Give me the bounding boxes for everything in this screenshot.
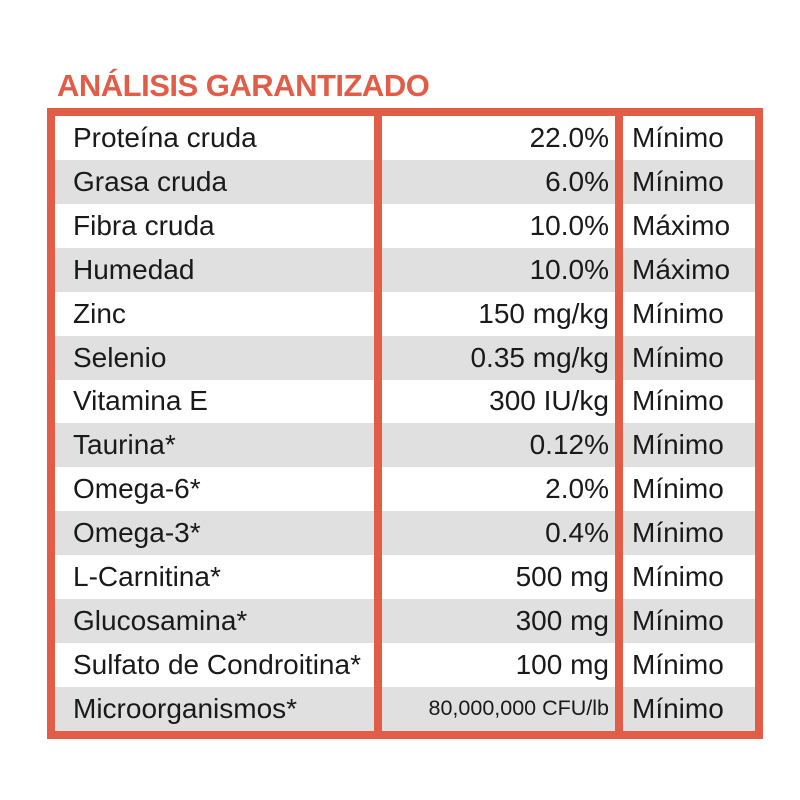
table-row [55,248,755,292]
nutrient-value-cell: 500 mg [374,555,615,599]
table-row [55,204,755,248]
nutrient-name-cell: Fibra cruda [73,209,215,241]
nutrient-name-cell: Omega-6* [73,473,201,505]
nutrient-value-cell: 22.0% [374,116,615,160]
basis-cell: Máximo [615,248,755,292]
page-title: ANÁLISIS GARANTIZADO [57,68,430,103]
table-row [55,599,755,643]
basis-cell: Mínimo [615,292,755,336]
basis-cell: Máximo [615,204,755,248]
nutrient-name-cell: Zinc [73,297,126,329]
nutrient-value-cell: 300 IU/kg [374,380,615,424]
basis-cell: Mínimo [615,687,755,731]
table-row [55,116,755,160]
nutrient-value-cell: 100 mg [374,643,615,687]
basis-cell: Mínimo [615,599,755,643]
nutrient-name-cell: Humedad [73,253,195,285]
nutrient-value-cell: 0.12% [374,423,615,467]
table-row [55,160,755,204]
nutrient-value-cell: 150 mg/kg [374,292,615,336]
table-row [55,336,755,380]
nutrient-value-cell: 2.0% [374,467,615,511]
nutrient-value-cell: 80,000,000 CFU/lb [374,687,615,731]
table-row [55,687,755,731]
nutrient-name-cell: Microorganismos* [73,692,298,724]
basis-cell: Mínimo [615,555,755,599]
basis-cell: Mínimo [615,467,755,511]
nutrient-name-cell: Selenio [73,341,167,373]
nutrient-value-cell: 300 mg [374,599,615,643]
basis-cell: Mínimo [615,423,755,467]
basis-cell: Mínimo [615,511,755,555]
basis-cell: Mínimo [615,116,755,160]
basis-cell: Mínimo [615,336,755,380]
nutrient-value-cell: 6.0% [374,160,615,204]
nutrient-name-cell: L-Carnitina* [73,561,221,593]
nutrient-name-cell: Taurina* [73,429,176,461]
nutrient-value-cell: 10.0% [374,248,615,292]
table-row [55,423,755,467]
nutrient-name-cell: Proteína cruda [73,121,257,153]
nutrient-name-cell: Vitamina E [73,385,208,417]
nutrient-value-cell: 10.0% [374,204,615,248]
nutrient-value-cell: 0.4% [374,511,615,555]
table-row [55,643,755,687]
nutrient-value-cell: 0.35 mg/kg [374,336,615,380]
nutrient-name-cell: Glucosamina* [73,605,248,637]
table-row [55,467,755,511]
nutrient-name-cell: Grasa cruda [73,165,228,197]
table-row [55,511,755,555]
nutrient-name-cell: Omega-3* [73,517,201,549]
nutrient-name-cell: Sulfato de Condroitina* [73,649,361,681]
table-row [55,380,755,424]
analysis-table [47,108,763,739]
table-row [55,292,755,336]
basis-cell: Mínimo [615,643,755,687]
table-row [55,555,755,599]
basis-cell: Mínimo [615,160,755,204]
basis-cell: Mínimo [615,380,755,424]
